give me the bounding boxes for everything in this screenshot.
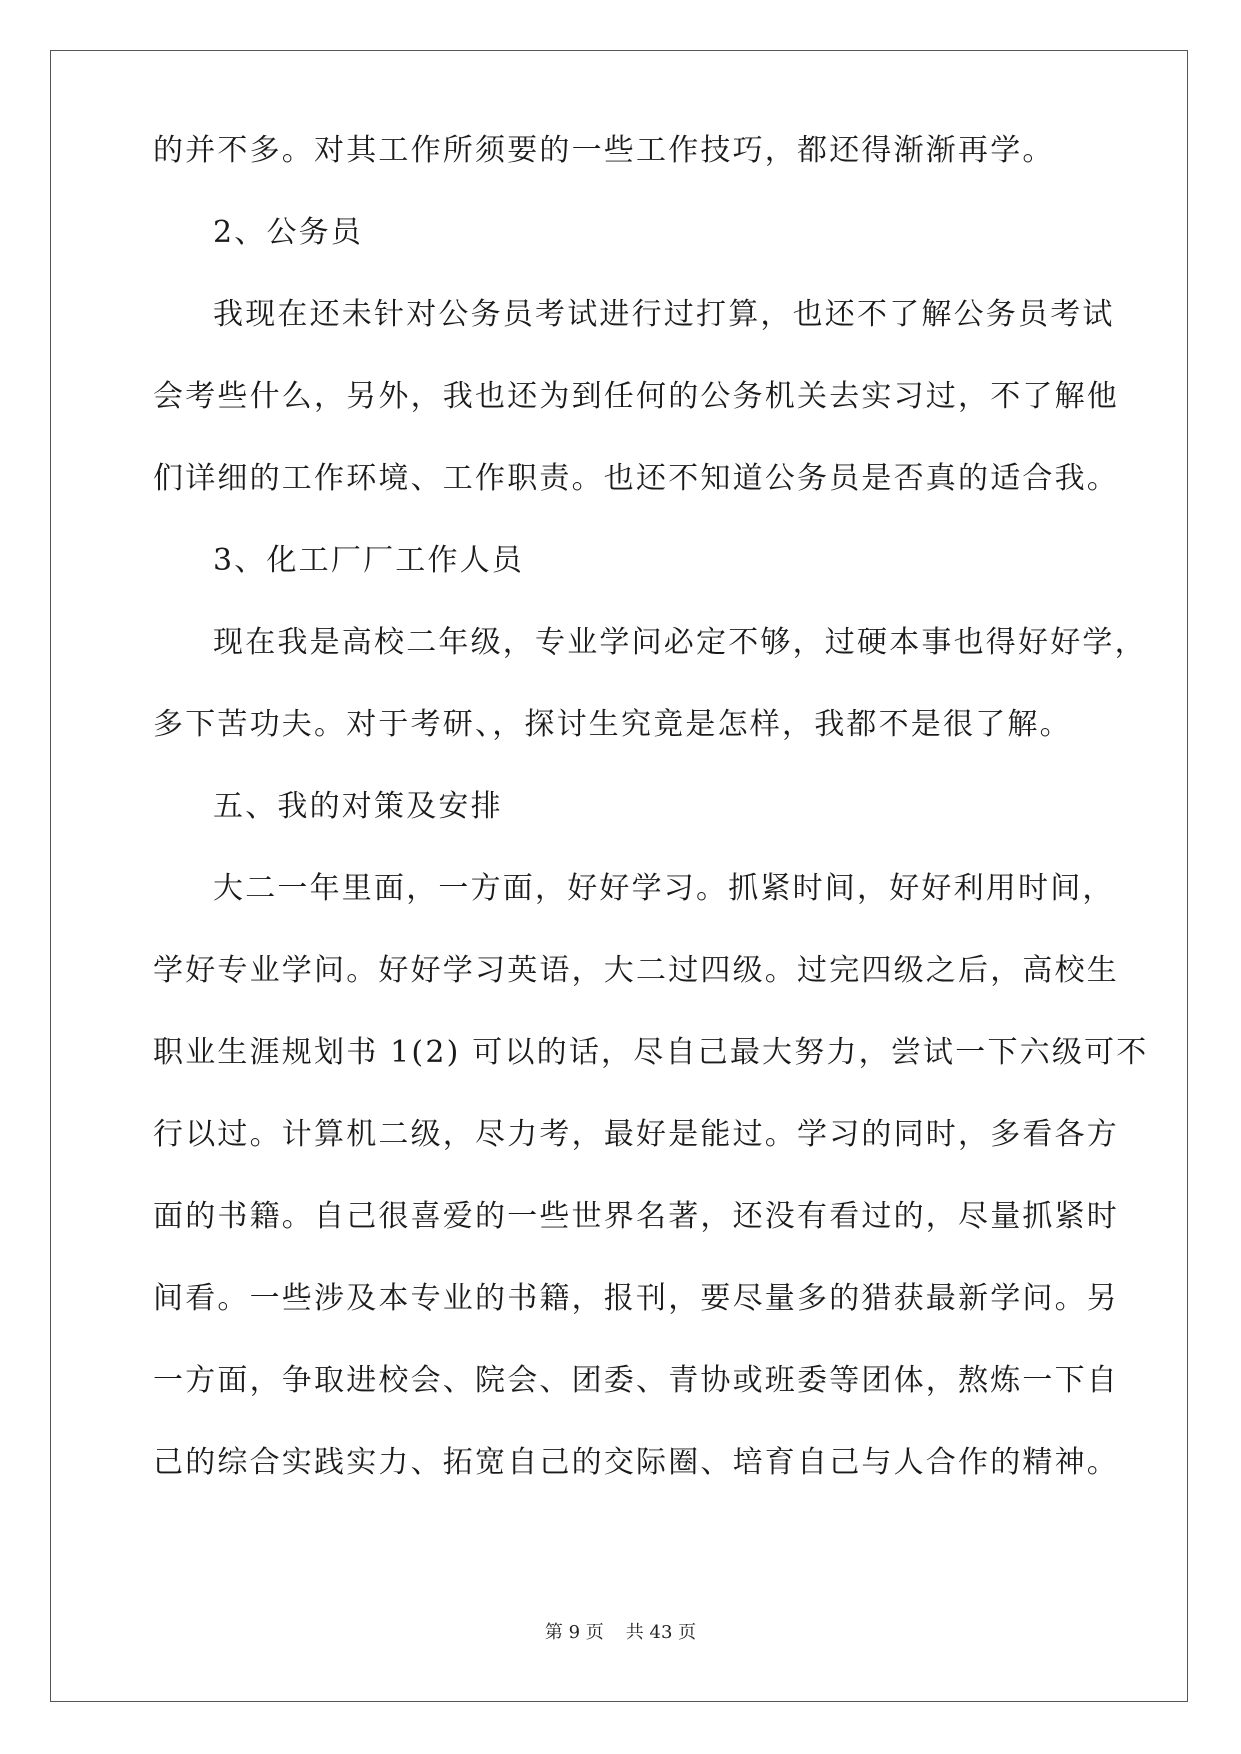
paragraph-line: 己的综合实践实力、拓宽自己的交际圈、培育自己与人合作的精神。 bbox=[153, 1445, 1119, 1480]
paragraph-line: 间看。一些涉及本专业的书籍，报刊，要尽量多的猎获最新学问。另 bbox=[153, 1281, 1119, 1316]
paragraph-line: 我现在还未针对公务员考试进行过打算，也还不了解公务员考试 bbox=[213, 297, 1115, 332]
document-body bbox=[153, 133, 1149, 1504]
section-heading: 五、我的对策及安排 bbox=[213, 789, 503, 824]
paragraph-line: 多下苦功夫。对于考研、，探讨生究竟是怎样，我都不是很了解。 bbox=[153, 707, 1072, 742]
paragraph-line: 大二一年里面，一方面，好好学习。抓紧时间，好好利用时间， bbox=[213, 871, 1115, 906]
paragraph-line: 职业生涯规划书 1(2) 可以的话，尽自己最大努力，尝试一下六级可不 bbox=[153, 1035, 1149, 1070]
section-heading: 3、化工厂厂工作人员 bbox=[213, 543, 525, 578]
page-number: 第 9 页 bbox=[544, 1622, 604, 1643]
paragraph-line: 面的书籍。自己很喜爱的一些世界名著，还没有看过的，尽量抓紧时 bbox=[153, 1199, 1119, 1234]
page-footer bbox=[0, 1618, 1241, 1644]
paragraph-line: 会考些什么，另外，我也还为到任何的公务机关去实习过，不了解他 bbox=[153, 379, 1119, 414]
paragraph-line: 们详细的工作环境、工作职责。也还不知道公务员是否真的适合我。 bbox=[153, 461, 1119, 496]
paragraph-line: 学好专业学问。好好学习英语，大二过四级。过完四级之后，高校生 bbox=[153, 953, 1119, 988]
section-heading: 2、公务员 bbox=[213, 215, 364, 250]
paragraph-line: 的并不多。对其工作所须要的一些工作技巧，都还得渐渐再学。 bbox=[153, 133, 1055, 168]
page-total: 共 43 页 bbox=[625, 1622, 697, 1643]
paragraph-line: 现在我是高校二年级，专业学问必定不够，过硬本事也得好好学， bbox=[213, 625, 1147, 660]
paragraph-line: 一方面，争取进校会、院会、团委、青协或班委等团体，熬炼一下自 bbox=[153, 1363, 1119, 1398]
paragraph-line: 行以过。计算机二级，尽力考，最好是能过。学习的同时，多看各方 bbox=[153, 1117, 1119, 1152]
